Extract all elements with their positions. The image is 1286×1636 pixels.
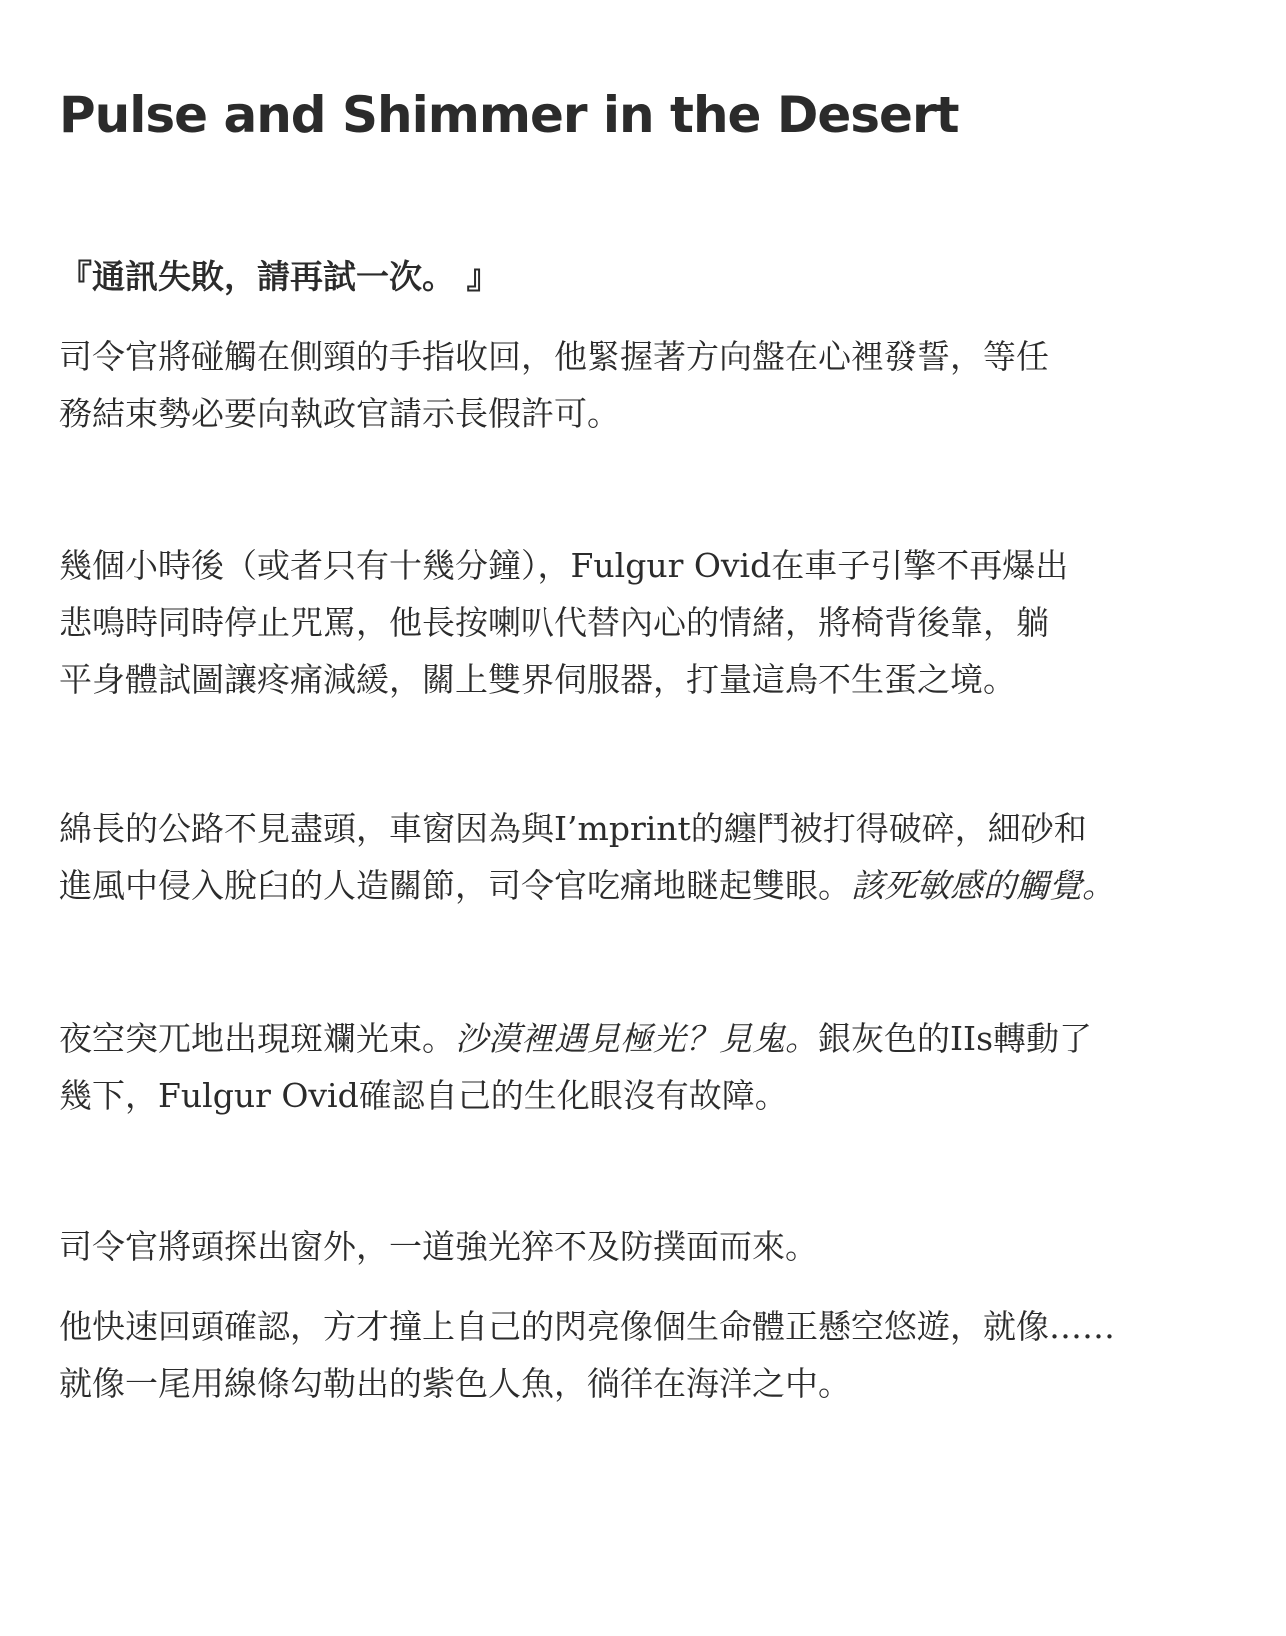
paragraph-line: 就像一尾用線條勾勒出的紫色人魚，徜徉在海洋之中。 (59, 1364, 851, 1403)
paragraph-mermaid (59, 1298, 1219, 1412)
paragraph-strong-light (59, 1218, 1219, 1275)
paragraph-aurora (59, 1010, 1219, 1124)
paragraph-text: 銀灰色的IIs轉動了 (818, 1019, 1093, 1058)
paragraph-endless-road (59, 800, 1219, 914)
paragraph-line: 平身體試圖讓疼痛減緩，關上雙界伺服器，打量這鳥不生蛋之境。 (59, 660, 1016, 699)
paragraph-commander-vow (59, 328, 1219, 442)
paragraph-line: 悲鳴時同時停止咒罵，他長按喇叭代替內心的情緒，將椅背後靠，躺 (59, 603, 1049, 642)
paragraph-line: 綿長的公路不見盡頭，車窗因為與I’mprint的纏鬥被打得破碎，細砂和 (59, 809, 1087, 848)
paragraph-text: 夜空突兀地出現斑斕光束。 (59, 1019, 455, 1058)
paragraph-text: 進風中侵入脫臼的人造關節，司令官吃痛地瞇起雙眼。 (59, 866, 851, 905)
paragraph-comm-failed (59, 248, 1219, 305)
paragraph-line: 司令官將頭探出窗外，一道強光猝不及防撲面而來。 (59, 1227, 818, 1266)
paragraph-line: 幾個小時後（或者只有十幾分鐘），Fulgur Ovid在車子引擎不再爆出 (59, 546, 1069, 585)
paragraph-hours-later (59, 537, 1219, 708)
paragraph-emphasis: 沙漠裡遇見極光？見鬼。 (455, 1019, 818, 1058)
paragraph-line: 司令官將碰觸在側頸的手指收回，他緊握著方向盤在心裡發誓，等任 (59, 337, 1049, 376)
paragraph-line: 幾下，Fulgur Ovid確認自己的生化眼沒有故障。 (59, 1076, 788, 1115)
paragraph-line: 務結束勢必要向執政官請示長假許可。 (59, 394, 620, 433)
paragraph-emphasis: 該死敏感的觸覺。 (851, 866, 1115, 905)
paragraph-line (59, 1010, 1219, 1067)
paragraph-line: 他快速回頭確認，方才撞上自己的閃亮像個生命體正懸空悠遊，就像…… (59, 1307, 1115, 1346)
paragraph-line (59, 857, 1219, 914)
article-title: Pulse and Shimmer in the Desert (59, 86, 959, 144)
paragraph-line: 『通訊失敗，請再試一次。 』 (59, 257, 500, 296)
